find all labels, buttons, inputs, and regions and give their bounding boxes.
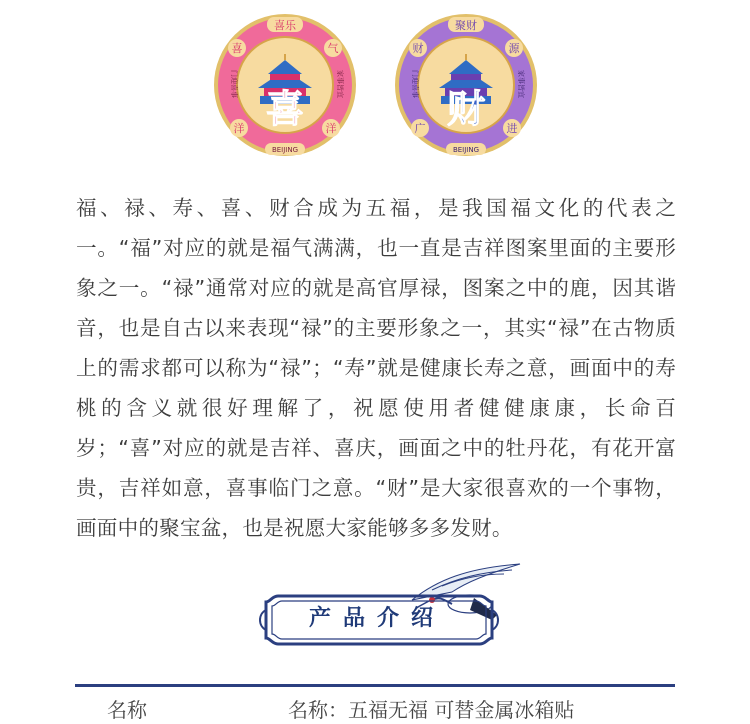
badge-cai-bottom-left-char: 广 <box>414 122 426 135</box>
badge-cai-left-char: 财 <box>412 42 424 55</box>
product-info-row <box>75 694 675 724</box>
badge-cai-right-char: 源 <box>508 42 520 55</box>
table-top-rule <box>75 684 675 687</box>
badge-xi-city: BEIJING <box>271 146 299 154</box>
badge-cai-top-text: 聚财 <box>455 19 477 32</box>
badge-row <box>0 10 750 165</box>
badge-cai-city: BEIJING <box>452 146 480 154</box>
badge-xi-side-right: 家事皆宜 <box>336 70 344 98</box>
badge-xi-top-text: 喜乐 <box>274 19 296 32</box>
badge-xi-center-char: 喜 <box>265 86 305 131</box>
badge-cai <box>391 10 541 160</box>
product-name-value: 名称：五福无福 可替金属冰箱贴 <box>288 698 575 722</box>
intro-paragraph: 福、禄、寿、喜、财合成为五福，是我国福文化的代表之一。“福”对应的就是福气满满，也一直是吉祥图案里面的主要形象之一。“禄”通常对应的就是高官厚禄，图案之中的鹿，因其谐音，也是自古以来表现“禄”的主要形象之一，其实“禄”在古物质上的需求都可以称为“禄”；“寿”就是健康长寿之意，画面中的寿桃的含义就很好理解了，祝愿使用者健健康康，长命百岁；“喜”对应的就是吉祥、喜庆，画面之中的牡丹花，有花开富贵，吉祥如意，喜事临门之意。“财”是大家很喜欢的一个事物，画面中的聚宝盆，也是祝愿大家能够多多发财。 <box>76 196 676 540</box>
badge-cai-center-char: 财 <box>446 86 486 131</box>
badge-xi <box>210 10 360 160</box>
badge-xi-left-char: 喜 <box>231 42 243 55</box>
badge-cai-side-left: 门迎喜事 <box>411 70 419 98</box>
badge-xi-bottom-left-char: 洋 <box>233 122 245 135</box>
badge-cai-graphic <box>391 10 541 160</box>
badge-xi-right-char: 气 <box>327 42 339 55</box>
section-header <box>262 560 522 652</box>
badge-xi-bottom-right-char: 洋 <box>325 122 337 135</box>
badge-xi-graphic <box>210 10 360 160</box>
badge-cai-bottom-right-char: 进 <box>506 122 518 135</box>
product-name-label: 名称 <box>107 698 147 722</box>
badge-cai-side-right: 家事皆宜 <box>517 70 525 98</box>
badge-xi-side-left: 门迎喜事 <box>230 70 238 98</box>
section-title: 产品介绍 <box>308 605 445 631</box>
